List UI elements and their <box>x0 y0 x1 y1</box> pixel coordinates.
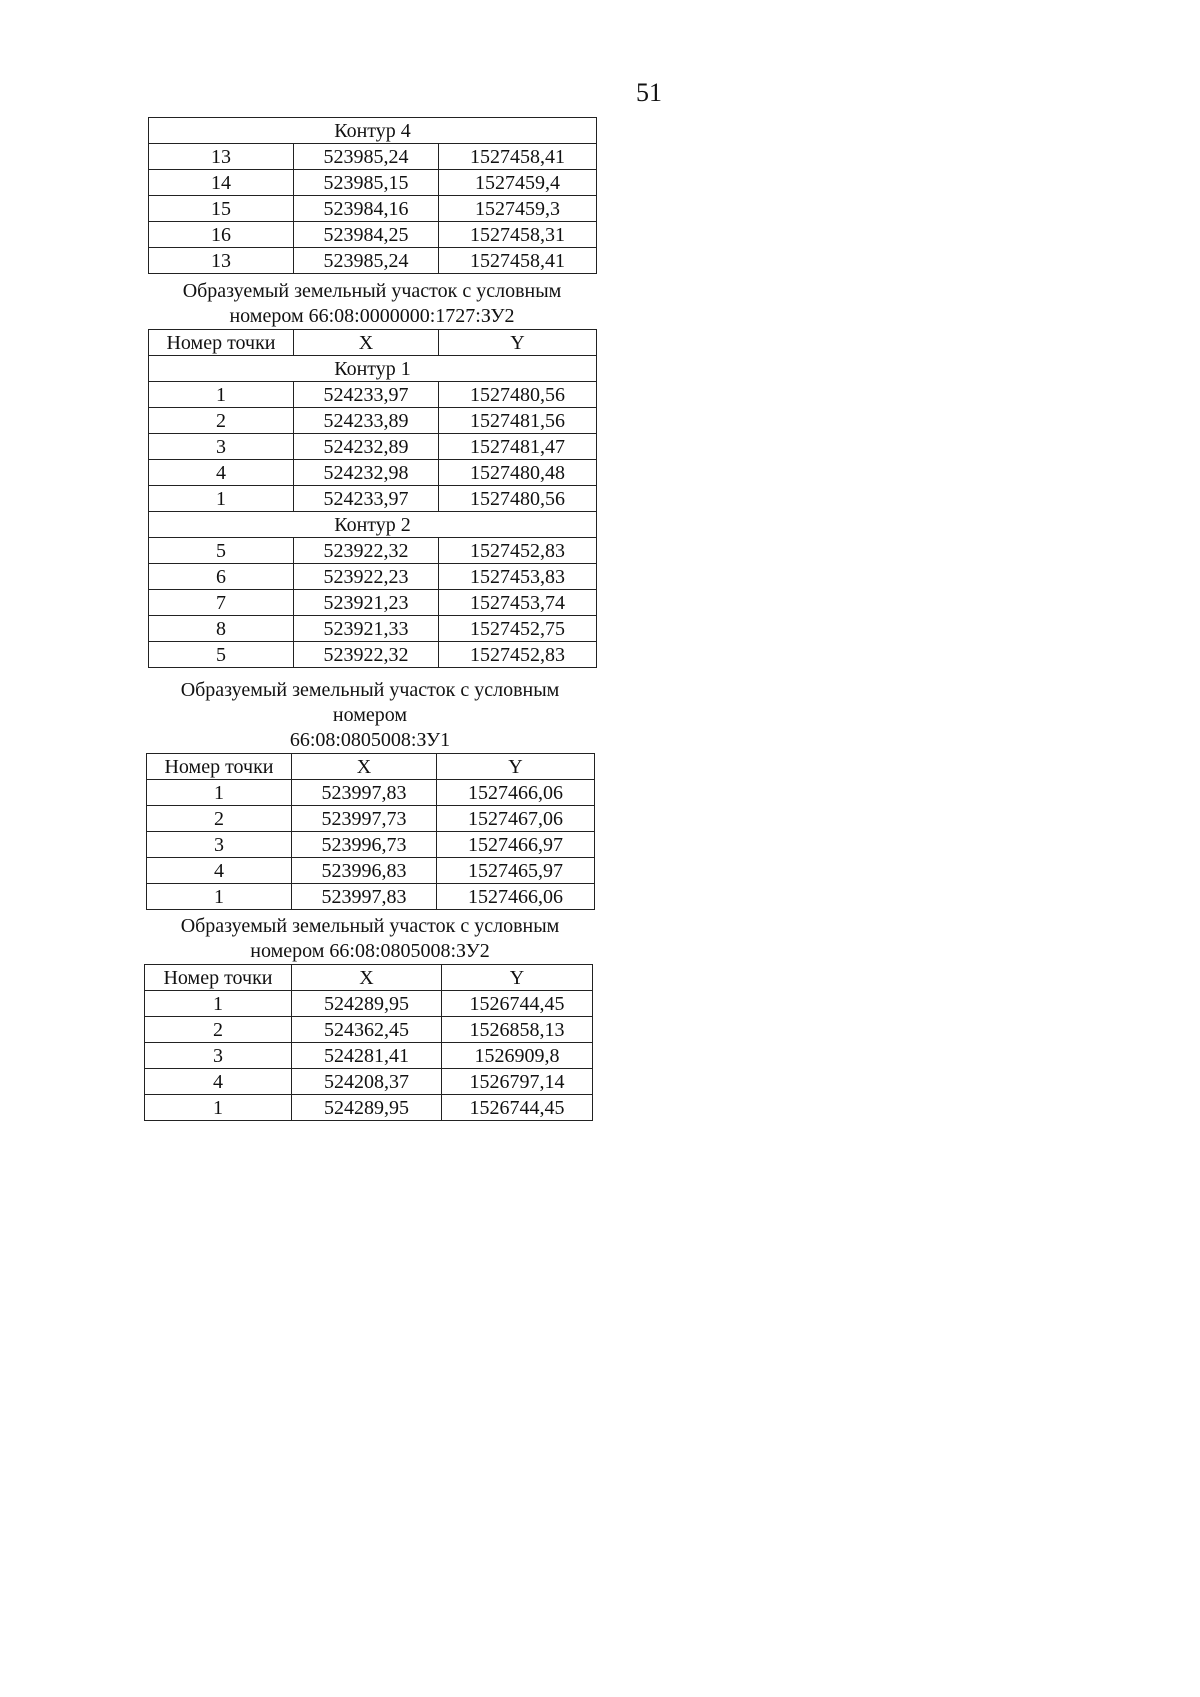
point-number: 6 <box>149 564 294 590</box>
y-value: 1527480,56 <box>439 382 597 408</box>
y-value: 1527481,56 <box>439 408 597 434</box>
y-value: 1527452,83 <box>439 642 597 668</box>
table-row <box>147 806 595 832</box>
x-value: 524281,41 <box>292 1043 442 1069</box>
parcel-1727-zu2-block <box>146 279 598 668</box>
x-value: 523922,32 <box>294 538 439 564</box>
y-value: 1527466,97 <box>437 832 595 858</box>
point-number: 4 <box>147 858 292 884</box>
table-row <box>147 884 595 910</box>
y-value: 1526744,45 <box>442 1095 593 1121</box>
parcel-caption-line: номером 66:08:0805008:ЗУ2 <box>250 940 490 962</box>
point-number: 5 <box>149 642 294 668</box>
y-value: 1527480,56 <box>439 486 597 512</box>
table-row <box>149 248 597 274</box>
y-value: 1527480,48 <box>439 460 597 486</box>
x-value: 523984,25 <box>294 222 439 248</box>
point-number: 14 <box>149 170 294 196</box>
column-header-y: Y <box>439 330 597 356</box>
coordinate-table <box>146 753 595 910</box>
parcel-0805008-zu1-block <box>144 678 596 910</box>
column-header-point-number: Номер точки <box>147 754 292 780</box>
x-value: 524362,45 <box>292 1017 442 1043</box>
column-header-x: X <box>294 330 439 356</box>
contour-heading-row <box>149 356 597 382</box>
table-row <box>149 222 597 248</box>
table-header-row <box>147 754 595 780</box>
parcel-caption-line: 66:08:0805008:ЗУ1 <box>289 729 451 751</box>
point-number: 16 <box>149 222 294 248</box>
y-value: 1527465,97 <box>437 858 595 884</box>
x-value: 523985,24 <box>294 248 439 274</box>
table-row <box>145 1069 593 1095</box>
x-value: 523997,73 <box>292 806 437 832</box>
table-row <box>145 991 593 1017</box>
point-number: 4 <box>149 460 294 486</box>
table-row <box>149 538 597 564</box>
column-header-point-number: Номер точки <box>145 965 292 991</box>
y-value: 1527453,74 <box>439 590 597 616</box>
point-number: 1 <box>149 382 294 408</box>
point-number: 3 <box>149 434 294 460</box>
table-row <box>149 408 597 434</box>
parcel-caption-line: Образуемый земельный участок с условным <box>182 280 562 302</box>
table-header-row <box>145 965 593 991</box>
contour-heading-row <box>149 118 597 144</box>
x-value: 524289,95 <box>292 991 442 1017</box>
parcel-caption-line: Образуемый земельный участок с условным <box>180 915 560 937</box>
table-row <box>149 434 597 460</box>
point-number: 2 <box>147 806 292 832</box>
table-row <box>149 382 597 408</box>
point-number: 5 <box>149 538 294 564</box>
y-value: 1527467,06 <box>437 806 595 832</box>
table-row <box>149 170 597 196</box>
x-value: 523922,32 <box>294 642 439 668</box>
y-value: 1527458,41 <box>439 144 597 170</box>
point-number: 3 <box>147 832 292 858</box>
point-number: 13 <box>149 144 294 170</box>
table-row <box>145 1043 593 1069</box>
table-row <box>149 196 597 222</box>
point-number: 8 <box>149 616 294 642</box>
point-number: 4 <box>145 1069 292 1095</box>
page-number: 51 <box>636 78 662 107</box>
y-value: 1526909,8 <box>442 1043 593 1069</box>
y-value: 1527452,83 <box>439 538 597 564</box>
x-value: 523921,23 <box>294 590 439 616</box>
x-value: 524232,98 <box>294 460 439 486</box>
point-number: 1 <box>145 1095 292 1121</box>
y-value: 1527466,06 <box>437 780 595 806</box>
table-row <box>147 858 595 884</box>
parcel-caption-line: номером 66:08:0000000:1727:ЗУ2 <box>229 305 515 327</box>
table-row <box>149 616 597 642</box>
point-number: 1 <box>149 486 294 512</box>
point-number: 1 <box>145 991 292 1017</box>
column-header-y: Y <box>442 965 593 991</box>
table-row <box>149 564 597 590</box>
x-value: 524289,95 <box>292 1095 442 1121</box>
x-value: 524232,89 <box>294 434 439 460</box>
table-row <box>149 460 597 486</box>
column-header-point-number: Номер точки <box>149 330 294 356</box>
x-value: 523996,73 <box>292 832 437 858</box>
column-header-x: X <box>292 965 442 991</box>
x-value: 524208,37 <box>292 1069 442 1095</box>
x-value: 523997,83 <box>292 780 437 806</box>
table-row <box>149 486 597 512</box>
point-number: 7 <box>149 590 294 616</box>
x-value: 523985,15 <box>294 170 439 196</box>
parcel-caption-line: номером <box>332 704 408 726</box>
table-row <box>147 832 595 858</box>
x-value: 524233,89 <box>294 408 439 434</box>
point-number: 1 <box>147 780 292 806</box>
parcel-caption-line: Образуемый земельный участок с условным <box>180 679 560 701</box>
table-row <box>147 780 595 806</box>
y-value: 1527453,83 <box>439 564 597 590</box>
table-header-row <box>149 330 597 356</box>
table-row <box>145 1095 593 1121</box>
y-value: 1527458,31 <box>439 222 597 248</box>
contour-title: Контур 2 <box>149 512 597 538</box>
table-row <box>149 144 597 170</box>
coordinate-table <box>148 117 597 274</box>
x-value: 524233,97 <box>294 486 439 512</box>
column-header-y: Y <box>437 754 595 780</box>
x-value: 523984,16 <box>294 196 439 222</box>
y-value: 1527466,06 <box>437 884 595 910</box>
table-row <box>145 1017 593 1043</box>
x-value: 523985,24 <box>294 144 439 170</box>
y-value: 1526797,14 <box>442 1069 593 1095</box>
y-value: 1527459,3 <box>439 196 597 222</box>
contour-heading-row <box>149 512 597 538</box>
table-row <box>149 590 597 616</box>
coordinate-table <box>144 964 593 1121</box>
contour-title: Контур 1 <box>149 356 597 382</box>
x-value: 524233,97 <box>294 382 439 408</box>
table-row <box>149 642 597 668</box>
y-value: 1527458,41 <box>439 248 597 274</box>
column-header-x: X <box>292 754 437 780</box>
point-number: 1 <box>147 884 292 910</box>
y-value: 1526744,45 <box>442 991 593 1017</box>
x-value: 523921,33 <box>294 616 439 642</box>
parcel-0805008-zu2-block <box>144 914 596 1121</box>
coordinate-table <box>148 329 597 668</box>
point-number: 15 <box>149 196 294 222</box>
y-value: 1527452,75 <box>439 616 597 642</box>
contour-title: Контур 4 <box>149 118 597 144</box>
point-number: 2 <box>145 1017 292 1043</box>
x-value: 523922,23 <box>294 564 439 590</box>
point-number: 2 <box>149 408 294 434</box>
y-value: 1527481,47 <box>439 434 597 460</box>
y-value: 1526858,13 <box>442 1017 593 1043</box>
point-number: 13 <box>149 248 294 274</box>
x-value: 523996,83 <box>292 858 437 884</box>
contour-4-block <box>148 117 596 274</box>
point-number: 3 <box>145 1043 292 1069</box>
x-value: 523997,83 <box>292 884 437 910</box>
y-value: 1527459,4 <box>439 170 597 196</box>
